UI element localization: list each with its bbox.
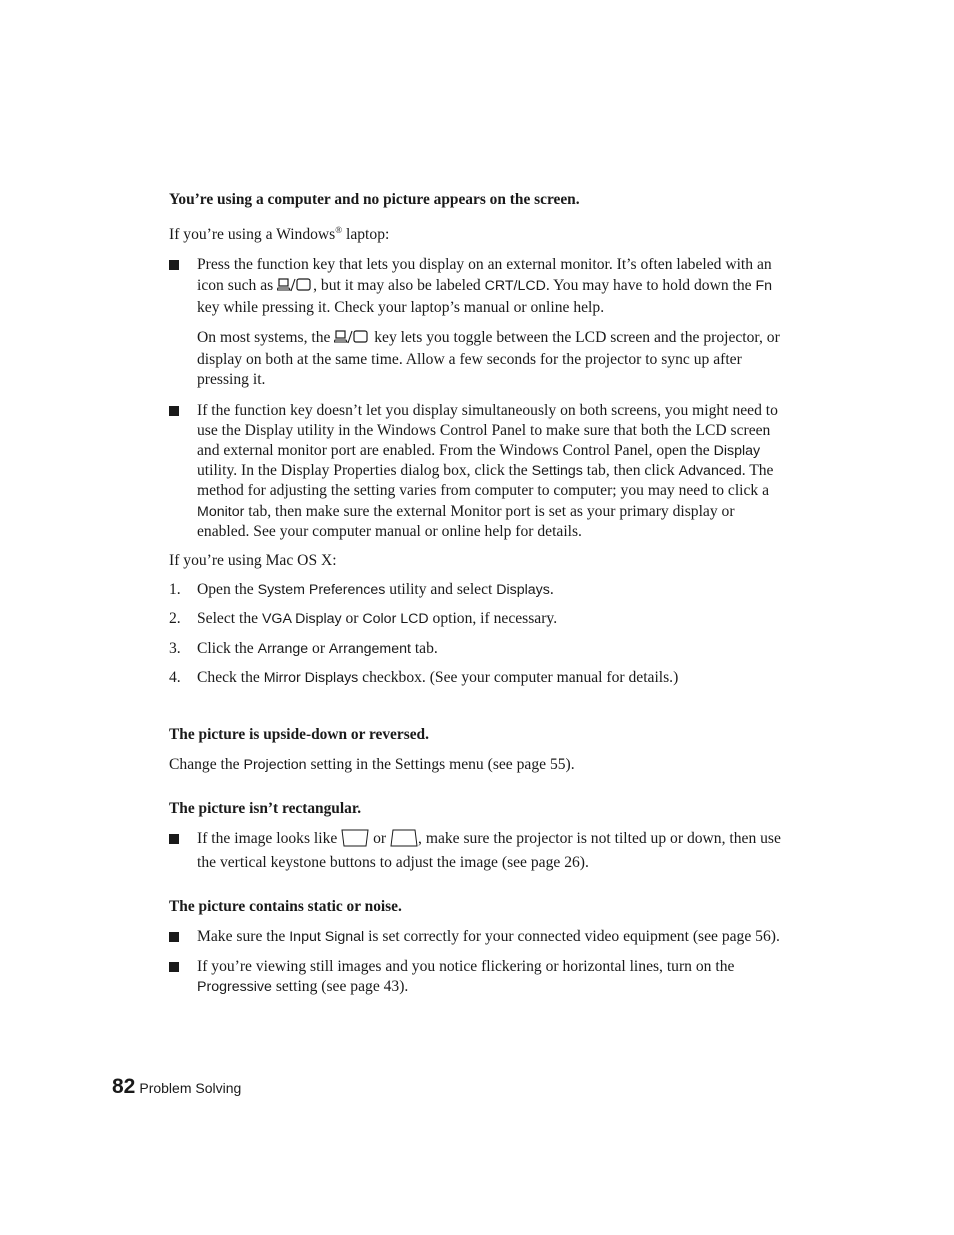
square-bullet-icon [169, 260, 179, 270]
windows-intro: If you’re using a Windows® laptop: [169, 225, 390, 244]
projection-paragraph: Change the Projection setting in the Settings menu (see page 55). [169, 756, 575, 774]
mac-step: 4. Check the Mirror Displays checkbox. (See your computer manual for details.) [169, 668, 679, 686]
square-bullet-icon [169, 834, 179, 844]
section-heading-upside-down: The picture is upside-down or reversed. [169, 726, 429, 744]
square-bullet-icon [169, 406, 179, 416]
monitor-label: Monitor [197, 503, 245, 520]
projection-label: Projection [243, 757, 307, 774]
crt-lcd-label: CRT/LCD [484, 277, 546, 294]
section-heading-not-rectangular: The picture isn’t rectangular. [169, 800, 362, 818]
section-heading-static-noise: The picture contains static or noise. [169, 897, 402, 915]
square-bullet-icon [169, 932, 179, 942]
laptop-monitor-toggle-icon [334, 330, 370, 350]
page-number: 82 [112, 1075, 136, 1098]
laptop-monitor-toggle-icon [277, 278, 313, 298]
section-heading-no-picture: You’re using a computer and no picture appears on the screen. [169, 191, 580, 208]
square-bullet-icon [169, 962, 179, 972]
bullet-input-signal: Make sure the Input Signal is set correctly for your connected video equipment (see page 56). [169, 927, 784, 947]
bullet-function-key: Press the function key that lets you display on an external monitor. It’s often labeled with an icon such as , but it may also be labeled CRT/LCD. You may have to hold down the Fn key while pressing it. Check your laptop’s manual or online help. [169, 255, 784, 318]
mac-step: 1. Open the System Preferences utility and select Displays. [169, 581, 554, 599]
section-name: Problem Solving [139, 1080, 242, 1096]
settings-label: Settings [531, 463, 583, 480]
advanced-label: Advanced [678, 463, 742, 480]
toggle-paragraph: On most systems, the key lets you toggle between the LCD screen and the projector, or display on both at the same time. Allow a few seconds for the projector to sync up after pressing it. [197, 329, 780, 389]
display-label: Display [713, 443, 761, 460]
bullet-progressive: If you’re viewing still images and you notice flickering or horizontal lines, turn on the Progressive setting (see page 43). [169, 957, 784, 997]
bullet-display-utility: If the function key doesn’t let you display simultaneously on both screens, you might need to use the Display utility in the Windows Control Panel to make sure that both the LCD screen and external monitor port are enabled. From the Windows Control Panel, open the Display utility. In the Display Properties dialog box, click the Settings tab, then click Advanced. The method for adjusting the setting varies from computer to computer; you may need to click a Monitor tab, then make sure the external Monitor port is set as your primary display or enabled. See your computer manual or online help for details. [169, 401, 784, 542]
bullet-keystone: If the image looks like or , make sure the projector is not tilted up or down, then use the vertical keystone buttons to adjust the image (see page 26). [169, 829, 784, 873]
mac-step: 2. Select the VGA Display or Color LCD option, if necessary. [169, 610, 558, 628]
progressive-label: Progressive [197, 979, 272, 996]
mac-step: 3. Click the Arrange or Arrangement tab. [169, 639, 438, 657]
page-footer [112, 1075, 241, 1099]
keystone-wide-bottom-icon [390, 829, 418, 853]
keystone-wide-top-icon [341, 829, 369, 853]
fn-key-label: Fn [755, 277, 773, 294]
input-signal-label: Input Signal [289, 928, 365, 945]
mac-intro: If you’re using Mac OS X: [169, 552, 337, 570]
page-content [169, 190, 784, 997]
